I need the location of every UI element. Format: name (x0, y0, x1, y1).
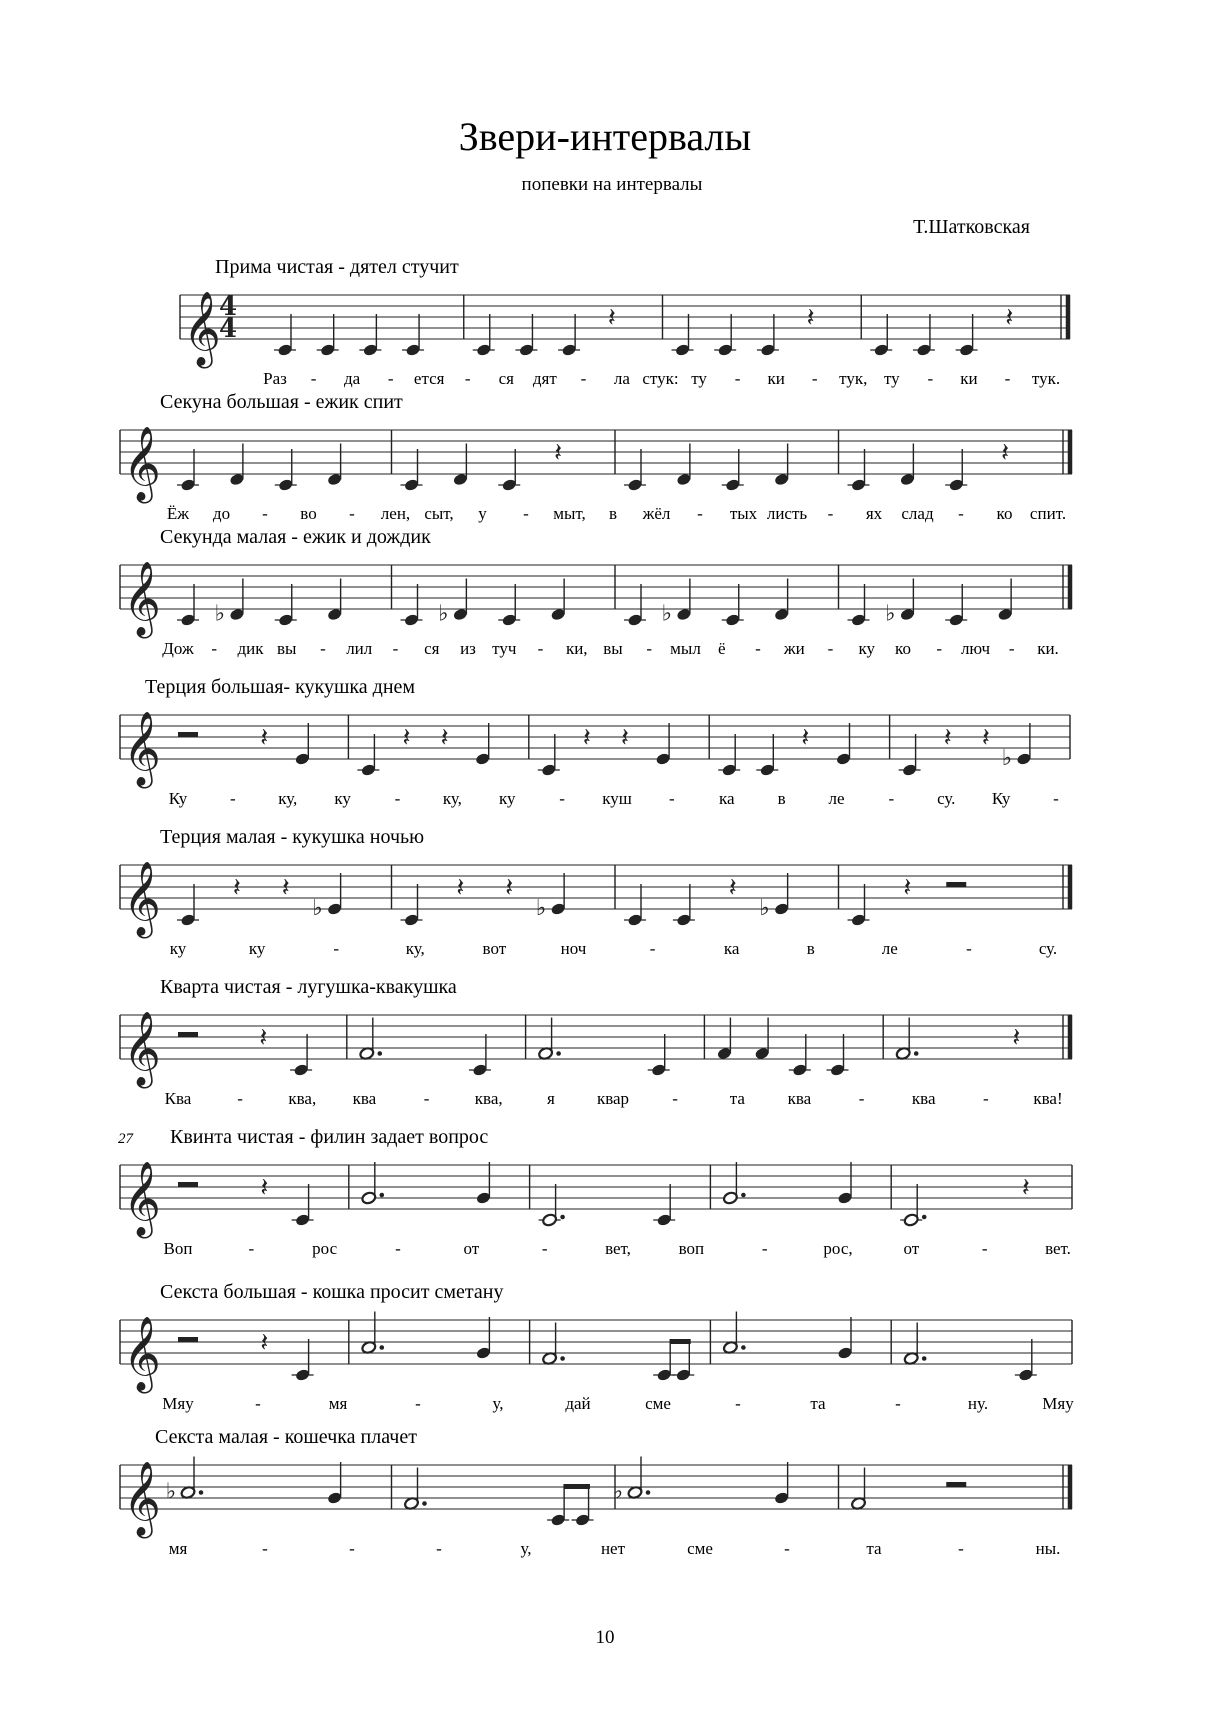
staff-system (120, 976, 1072, 1108)
treble-clef-icon: 𝄞 (123, 562, 161, 636)
lyric-syllable: Дож (162, 639, 194, 658)
lyric-syllable: ла (613, 369, 630, 388)
lyric-syllable: в (608, 504, 618, 523)
lyric-syllable: жи (783, 639, 805, 658)
interval-heading: Кварта чистая - лугушка-квакушка (160, 976, 457, 998)
lyric-syllable: - (827, 639, 834, 658)
lyric-syllable: ку, (442, 789, 462, 808)
lyric-syllable: Ку (168, 789, 188, 808)
lyric-syllable: вы (277, 639, 297, 658)
flat-icon: ♭ (612, 1479, 624, 1505)
lyric-syllable: - (697, 504, 703, 523)
lyric-syllable: сыт, (424, 504, 454, 523)
lyric-syllable: вот (482, 939, 507, 958)
half-rest (946, 882, 966, 887)
lyric-syllable: ку (858, 639, 876, 658)
flat-icon: ♭ (165, 1479, 177, 1505)
lyric-syllable: - (646, 639, 653, 658)
lyric-syllable: ку (334, 789, 351, 808)
interval-heading: Терция большая- кукушка днем (145, 676, 416, 698)
half-rest (178, 1337, 198, 1342)
lyric-syllable: ку (498, 789, 516, 808)
lyric-syllable: - (310, 369, 317, 388)
flat-icon: ♭ (438, 601, 449, 627)
lyric-syllable: туч (492, 639, 517, 658)
lyric-syllable: - (958, 504, 964, 523)
lyric-syllable: тых (729, 504, 758, 523)
quarter-rest: 𝄽 (260, 1328, 269, 1358)
lyric-syllable: - (415, 1394, 421, 1413)
staff-system (120, 676, 1070, 808)
lyric-syllable: - (230, 789, 236, 808)
treble-clef-icon: 𝄞 (123, 1317, 161, 1391)
augmentation-dot (914, 1051, 919, 1056)
lyric-syllable: - (523, 504, 529, 523)
lyric-syllable: - (255, 1394, 261, 1413)
lyric-syllable: листь (766, 504, 808, 523)
interval-heading: Секста большая - кошка просит сметану (160, 1281, 504, 1303)
lyric-syllable: - (211, 639, 218, 658)
lyric-syllable: - (981, 1239, 988, 1258)
lyric-syllable: - (349, 1539, 355, 1558)
staff-system (120, 526, 1072, 658)
lyric-syllable: до (212, 504, 231, 523)
flat-icon: ♭ (214, 601, 226, 627)
lyric-syllable: ка (723, 939, 740, 958)
staff-system (120, 826, 1072, 958)
lyric-syllable: жёл (642, 504, 671, 523)
lyric-syllable: - (827, 504, 834, 523)
lyric-syllable: дик (237, 639, 264, 658)
lyric-syllable: воп (678, 1239, 705, 1258)
lyric-syllable: - (262, 504, 268, 523)
staff-system (180, 256, 1070, 388)
interval-heading: Секуна большая - ежик спит (160, 391, 403, 413)
lyric-syllable: ки. (1037, 639, 1059, 658)
lyric-syllable: мыт, (553, 504, 586, 523)
lyric-syllable: - (755, 639, 761, 658)
lyric-syllable: ё (717, 639, 726, 658)
quarter-rest: 𝄽 (456, 873, 465, 903)
augmentation-dot (378, 1051, 383, 1056)
lyric-syllable: - (958, 1539, 964, 1558)
lyric-syllable: - (395, 1239, 401, 1258)
flat-icon: ♭ (1001, 746, 1013, 771)
lyric-syllable: лен, (380, 504, 411, 523)
lyric-syllable: - (436, 1539, 442, 1558)
lyric-syllable: мыл (670, 639, 701, 658)
lyric-syllable: ту (691, 369, 707, 388)
lyric-syllable: - (541, 1239, 548, 1258)
quarter-rest: 𝄽 (260, 723, 269, 753)
time-signature-top: 4 (218, 292, 238, 322)
lyric-syllable: - (349, 504, 355, 523)
lyric-syllable: - (537, 639, 544, 658)
interval-heading: Терция малая - кукушка ночью (160, 826, 425, 848)
lyric-syllable: - (735, 1394, 741, 1413)
quarter-rest: 𝄽 (981, 723, 990, 753)
lyric-syllable: ку (248, 939, 266, 958)
interval-heading: Секста малая - кошечка плачет (155, 1426, 417, 1448)
lyric-syllable: - (392, 639, 399, 658)
lyric-syllable: ко (895, 639, 911, 658)
lyric-syllable: Ёж (166, 504, 190, 523)
lyric-syllable: - (888, 789, 895, 808)
half-rest (178, 1182, 198, 1187)
lyric-syllable: - (237, 1089, 243, 1108)
time-signature-bottom: 4 (218, 314, 238, 344)
lyric-syllable: - (734, 369, 741, 388)
lyric-syllable: мя (328, 1394, 348, 1413)
quarter-rest: 𝄽 (943, 723, 952, 753)
lyric-syllable: Ку (991, 789, 1011, 808)
lyric-syllable: - (811, 369, 818, 388)
lyric-syllable: стук: (642, 369, 679, 388)
lyric-syllable: - (262, 1539, 268, 1558)
lyric-syllable: вет, (605, 1239, 631, 1258)
quarter-rest: 𝄽 (259, 1023, 268, 1053)
composer: Т.Шатковская (913, 216, 1030, 238)
lyric-syllable: вет. (1045, 1239, 1071, 1258)
staff-system (120, 391, 1072, 523)
lyric-syllable: - (580, 369, 587, 388)
lyric-syllable: та (866, 1539, 882, 1558)
lyric-syllable: - (1008, 639, 1015, 658)
lyric-syllable: ква (352, 1089, 377, 1108)
lyric-syllable: ку, (278, 789, 298, 808)
quarter-rest: 𝄽 (1021, 1173, 1030, 1203)
quarter-rest: 𝄽 (607, 303, 616, 333)
lyric-syllable: нет (600, 1539, 626, 1558)
lyric-syllable: - (966, 939, 972, 958)
lyric-syllable: - (858, 1089, 865, 1108)
quarter-rest: 𝄽 (402, 723, 411, 753)
lyric-syllable: я (546, 1089, 555, 1108)
lyric-syllable: ле (828, 789, 845, 808)
eighth-beam (670, 1339, 691, 1344)
lyric-syllable: мя (168, 1539, 188, 1558)
page-subtitle: попевки на интервалы (521, 174, 703, 195)
augmentation-dot (922, 1215, 927, 1220)
lyric-syllable: ки (960, 369, 978, 388)
lyric-syllable: - (423, 1089, 430, 1108)
quarter-rest: 𝄽 (1012, 1023, 1021, 1053)
lyric-syllable: су. (1038, 939, 1058, 958)
lyric-syllable: ква, (474, 1089, 503, 1108)
quarter-rest: 𝄽 (440, 723, 449, 753)
lyric-syllable: - (895, 1394, 901, 1413)
lyric-syllable: тук, (839, 369, 868, 388)
staff-system (120, 1281, 1074, 1413)
lyric-syllable: ква (911, 1089, 936, 1108)
quarter-rest: 𝄽 (1001, 438, 1010, 468)
quarter-rest: 𝄽 (232, 873, 241, 903)
quarter-rest: 𝄽 (728, 873, 737, 903)
lyric-syllable: - (394, 789, 401, 808)
treble-clef-icon: 𝄞 (123, 1162, 161, 1236)
lyric-syllable: тук. (1031, 369, 1061, 388)
augmentation-dot (380, 1345, 385, 1350)
lyric-syllable: ле (881, 939, 898, 958)
lyric-syllable: ся (424, 639, 440, 658)
interval-heading: Секунда малая - ежик и дождик (160, 526, 431, 548)
flat-icon: ♭ (885, 601, 896, 627)
lyric-syllable: в (777, 789, 786, 808)
lyric-syllable: - (320, 639, 326, 658)
flat-icon: ♭ (312, 896, 323, 921)
treble-clef-icon: 𝄞 (123, 427, 161, 501)
treble-clef-icon: 𝄞 (123, 712, 161, 786)
lyric-syllable: - (784, 1539, 790, 1558)
lyric-syllable: ны. (1035, 1539, 1061, 1558)
lyric-syllable: рос (312, 1239, 338, 1258)
treble-clef-icon: 𝄞 (183, 292, 221, 366)
lyric-syllable: да (343, 369, 361, 388)
lyric-syllable: куш (602, 789, 632, 808)
augmentation-dot (560, 1356, 565, 1361)
lyric-syllable: ка (718, 789, 735, 808)
half-rest (946, 1482, 966, 1487)
music-systems (118, 256, 1074, 1558)
treble-clef-icon: 𝄞 (123, 862, 161, 936)
lyric-syllable: спит. (1029, 504, 1067, 523)
lyric-syllable: - (983, 1089, 989, 1108)
quarter-rest: 𝄽 (505, 873, 514, 903)
quarter-rest: 𝄽 (582, 723, 591, 753)
page-title: Звери-интервалы (458, 114, 752, 159)
lyric-syllable: сме (645, 1394, 671, 1413)
augmentation-dot (422, 1501, 427, 1506)
lyric-syllable: ко (996, 504, 1013, 523)
eighth-beam (564, 1484, 590, 1489)
lyric-syllable: - (1004, 369, 1011, 388)
interval-heading: Квинта чистая - филин задает вопрос (170, 1126, 489, 1148)
lyric-syllable: - (387, 369, 394, 388)
augmentation-dot (741, 1193, 746, 1198)
lyric-syllable: Мяу (1042, 1394, 1074, 1413)
lyric-syllable: - (649, 939, 656, 958)
lyric-syllable: люч (960, 639, 991, 658)
lyric-syllable: вы (603, 639, 623, 658)
lyric-syllable: ква (787, 1089, 812, 1108)
lyric-syllable: ку (169, 939, 187, 958)
lyric-syllable: сме (687, 1539, 713, 1558)
lyric-syllable: ях (865, 504, 883, 523)
augmentation-dot (380, 1193, 385, 1198)
lyric-syllable: Воп (163, 1239, 193, 1258)
lyric-syllable: лил (346, 639, 373, 658)
augmentation-dot (922, 1356, 927, 1361)
augmentation-dot (556, 1051, 561, 1056)
lyric-syllable: рос, (823, 1239, 853, 1258)
lyric-syllable: - (1053, 789, 1059, 808)
lyric-syllable: ку, (405, 939, 425, 958)
lyric-syllable: во (300, 504, 317, 523)
interval-heading: Прима чистая - дятел стучит (215, 256, 459, 278)
lyric-syllable: ки, (565, 639, 588, 658)
augmentation-dot (199, 1490, 204, 1495)
quarter-rest: 𝄽 (806, 303, 815, 333)
lyric-syllable: - (464, 369, 471, 388)
lyric-syllable: - (669, 789, 675, 808)
lyric-syllable: - (936, 639, 943, 658)
lyric-syllable: ется (413, 369, 445, 388)
lyric-syllable: от (463, 1239, 480, 1258)
lyric-syllable: су. (937, 789, 956, 808)
treble-clef-icon: 𝄞 (123, 1462, 161, 1536)
lyric-syllable: квар (596, 1089, 630, 1108)
lyric-syllable: ква, (288, 1089, 317, 1108)
quarter-rest: 𝄽 (554, 438, 563, 468)
quarter-rest: 𝄽 (260, 1173, 269, 1203)
lyric-syllable: у (478, 504, 487, 523)
lyric-syllable: ся (498, 369, 514, 388)
quarter-rest: 𝄽 (1005, 303, 1014, 333)
lyric-syllable: - (927, 369, 934, 388)
quarter-rest: 𝄽 (281, 873, 290, 903)
treble-clef-icon: 𝄞 (123, 1012, 161, 1086)
lyric-syllable: от (903, 1239, 920, 1258)
lyric-syllable: - (333, 939, 340, 958)
quarter-rest: 𝄽 (621, 723, 629, 753)
staff-system (120, 1426, 1072, 1558)
lyric-syllable: дай (565, 1394, 591, 1413)
lyric-syllable: слад (901, 504, 934, 523)
quarter-rest: 𝄽 (801, 723, 810, 753)
lyric-syllable: - (248, 1239, 255, 1258)
lyric-syllable: у, (492, 1394, 504, 1413)
lyric-syllable: из (460, 639, 476, 658)
lyric-syllable: Раз (263, 369, 287, 388)
lyric-syllable: ну. (967, 1394, 989, 1413)
augmentation-dot (646, 1490, 651, 1495)
augmentation-dot (560, 1215, 565, 1220)
lyric-syllable: ква! (1033, 1089, 1063, 1108)
flat-icon: ♭ (535, 896, 547, 921)
quarter-rest: 𝄽 (903, 873, 912, 903)
flat-icon: ♭ (759, 896, 770, 921)
lyric-syllable: ноч (560, 939, 587, 958)
lyric-syllable: ки (767, 369, 785, 388)
lyric-syllable: дят (532, 369, 557, 388)
half-rest (178, 1032, 198, 1037)
half-rest (178, 732, 198, 737)
lyric-syllable: в (806, 939, 815, 958)
lyric-syllable: та (729, 1089, 745, 1108)
lyric-syllable: - (672, 1089, 678, 1108)
flat-icon: ♭ (661, 601, 673, 627)
lyric-syllable: - (761, 1239, 768, 1258)
lyric-syllable: Ква (164, 1089, 192, 1108)
staff-system (118, 1126, 1072, 1258)
lyric-syllable: ту (883, 369, 900, 388)
lyric-syllable: та (810, 1394, 826, 1413)
lyric-syllable: - (559, 789, 565, 808)
augmentation-dot (741, 1345, 746, 1350)
measure-number: 27 (118, 1131, 133, 1147)
page-number: 10 (595, 1627, 615, 1648)
lyric-syllable: у, (520, 1539, 532, 1558)
lyric-syllable: Мяу (162, 1394, 194, 1413)
